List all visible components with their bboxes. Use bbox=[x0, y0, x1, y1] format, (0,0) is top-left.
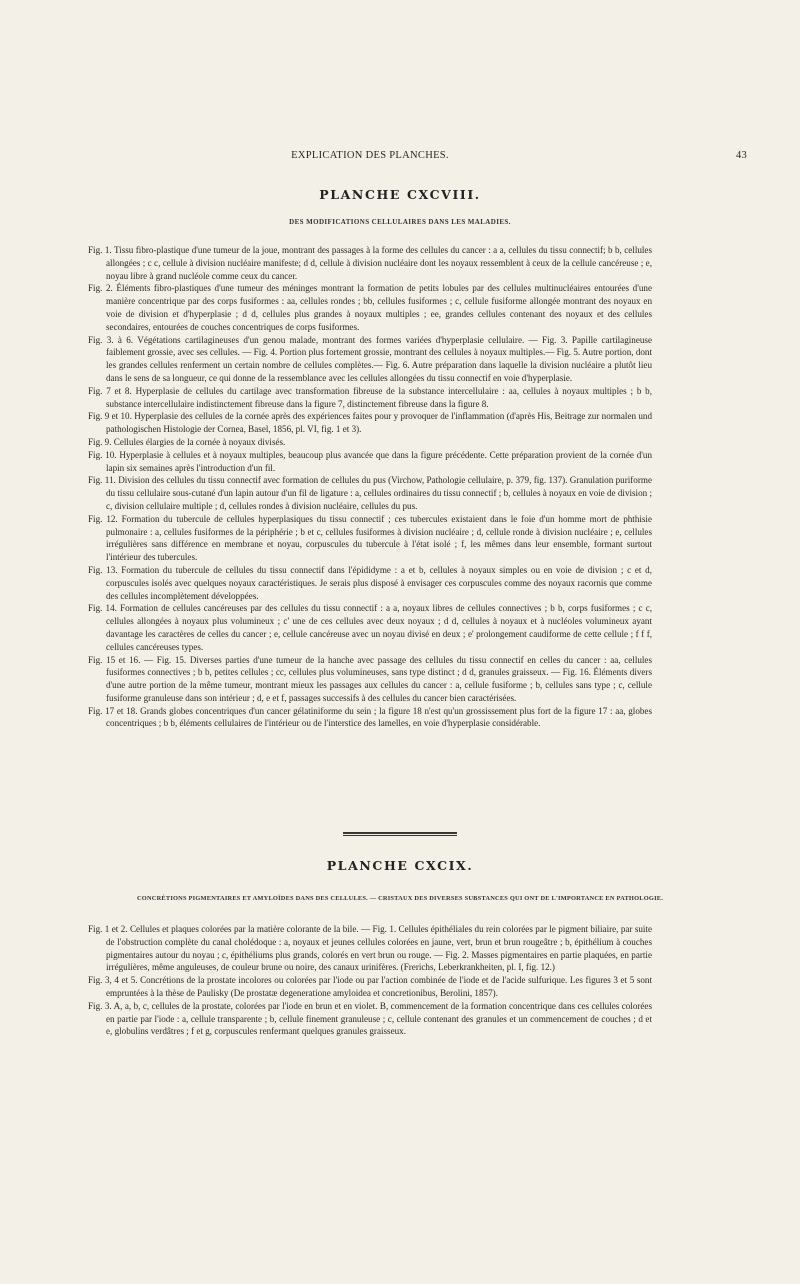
figure-description: Grands globes concentriques d'un cancer gélatiniforme du sein ; la figure 18 n'est qu'un grossissement plus fort de la figure 17 : aa, globes concentriques ; b b, éléments cellulaires de l'intérieur ou de l'interstice des lamelles, en voie d'hyperplasie considérable. bbox=[106, 705, 652, 729]
figure-description: Formation du tubercule de cellules hyperplasiques du tissu connectif ; ces tubercules existaient dans le foie d'un homme mort de phthisie pulmonaire : a, cellules fusiformes de la périphérie ; b et c, cellules fusiformes à division nucléaire ; d, cellule ronde à division nucléaire ; e, cellules irrégulières sans différence en membrane et noyau, corpuscules du tubercule à l'état isolé ; f, les mêmes dans leur ensemble, formant surtout l'intérieur des tubercules. bbox=[106, 513, 652, 563]
figure-label: Fig. 11. bbox=[88, 475, 116, 486]
figure-description: Division des cellules du tissu connectif avec formation de cellules du pus (Virchow, Pathologie cellulaire, p. 379, fig. 137). Granulation puriforme du tissu cellulaire sous-cutané d'un lapin autour d'un fil de ligature : a, cellules ordinaires du tissu connectif ; b, cellules à noyaux en voie de division ; c, division cellulaire multiple ; d, cellules rondes à division nucléaire, cellules du pus. bbox=[106, 475, 652, 511]
figure-description: Hyperplasie de cellules du cartilage avec transformation fibreuse de la substance intercellulaire : aa, cellules à noyaux multiples ; b b, substance intercellulaire indistinctement fibreuse dans la figure 7, distinctement fibreuse dans la figure 8. bbox=[106, 385, 652, 409]
plate-cxcix-heading bbox=[0, 858, 800, 902]
figure-description: Végétations cartilagineuses d'un genou malade, montrant des formes variées d'hyperplasie cellulaire. — Fig. 3. Papille cartilagineuse faiblement grossie, avec ses cellules. — Fig. 4. Portion plus fortement grossie, montrant des cellules à noyaux multiples.— Fig. 5. Autre portion, dont les grandes cellules renferment un certain nombre de cellules complètes.— Fig. 6. Autre préparation dans laquelle la division nucléaire a plutôt lieu dans le sens de sa longueur, ce qui donne de la ressemblance avec les cellules allongées du tissu connectif en voie d'hyperplasie. bbox=[106, 334, 652, 383]
section-divider bbox=[343, 832, 457, 836]
figure-entry bbox=[88, 334, 652, 385]
figure-description: Hyperplasie des cellules de la cornée après des expériences faites pour y provoquer de l'inflammation (d'après His, Beitrage zur normalen und pathologischen Histologie der Cornea, Basel, 1856, pl. VI, fig. 1 et 3). bbox=[106, 411, 652, 435]
figure-description: Formation de cellules cancéreuses par des cellules du tissu connectif : a a, noyaux libres de cellules connectives ; b b, corps fusiformes ; c c, cellules allongées à noyaux plus volumineux ; c' une de ces cellules avec deux noyaux ; d d, cellules à noyaux et à nucléoles volumineux ayant davantage les caractères de celles du cancer ; e, cellule cancéreuse avec un noyau divisé en deux ; e' prolongement caudiforme de cette cellule ; f f f, cellules cancéreuses types. bbox=[106, 603, 653, 652]
figure-description: Tissu fibro-plastique d'une tumeur de la joue, montrant des passages à la forme des cellules du cancer : a a, cellules du tissu connectif; b b, cellules allongées ; c c, cellule à division nucléaire manifeste; d d, cellule à division nucléaire dont les noyaux ressemblent à ceux de la cellule cancéreuse ; e, noyau libre à grand nucléole comme ceux du cancer. bbox=[106, 245, 653, 281]
figure-entry bbox=[88, 923, 652, 974]
figure-description: Cellules élargies de la cornée à noyaux divisés. bbox=[113, 436, 286, 447]
figure-entry bbox=[88, 602, 652, 653]
figure-description: Concrétions de la prostate incolores ou colorées par l'iode ou par l'action combinée de l'iode et de l'acide sulfurique. Les figures 3 et 5 sont empruntées à la thèse de Paulisky (De prostatæ degeneratione amyloidea et concretionibus, Berolini, 1857). bbox=[106, 975, 652, 998]
figure-entry bbox=[88, 654, 652, 705]
figure-entry bbox=[88, 282, 652, 333]
running-head-title: EXPLICATION DES PLANCHES. bbox=[291, 150, 449, 161]
plate-cxcviii-legend bbox=[88, 244, 652, 730]
figure-label: Fig. 1. bbox=[88, 245, 112, 255]
figure-entry bbox=[88, 436, 652, 449]
figure-label: Fig. 12. bbox=[88, 513, 118, 524]
plate-subtitle: DES MODIFICATIONS CELLULAIRES DANS LES MALADIES. bbox=[289, 218, 511, 226]
plate-subtitle: CONCRÉTIONS PIGMENTAIRES ET AMYLOÏDES DANS DES CELLULES. — CRISTAUX DES DIVERSES SUBSTANCES QUI ONT DE L'IMPORTANCE EN PATHOLOGIE. bbox=[136, 895, 664, 902]
figure-label: Fig. 10. bbox=[88, 449, 117, 460]
figure-label: Fig. 17 et 18. bbox=[88, 705, 138, 716]
figure-entry bbox=[88, 513, 652, 564]
figure-entry bbox=[88, 974, 652, 1000]
figure-description: Hyperplasie à cellules et à noyaux multiples, beaucoup plus avancée que dans la figure précédente. Cette préparation provient de la cornée d'un lapin six semaines après l'introduction d'un fil. bbox=[106, 449, 653, 473]
figure-label: Fig. 7 et 8. bbox=[88, 385, 132, 396]
plate-cxcix-legend bbox=[88, 923, 652, 1038]
plate-title: PLANCHE CXCIX. bbox=[326, 858, 474, 873]
figure-label: Fig. 2. bbox=[88, 283, 113, 294]
plate-cxcviii-heading bbox=[0, 187, 800, 226]
page-number: 43 bbox=[736, 150, 748, 161]
plate-title: PLANCHE CXCVIII. bbox=[319, 187, 481, 202]
figure-description: Éléments fibro-plastiques d'une tumeur des méninges montrant la formation de petits lobules par des cellules multinucléaires entourées d'une manière concentrique par des corps fusiformes : aa, cellules rondes ; bb, cellules fusiformes ; c, cellule fusiforme allongée montrant des noyaux en voie de division et d'hyperplasie ; d d, cellules plus grandes à noyaux multiples ; ee, grandes cellules contenant des noyaux et des cellules secondaires, entourées de couches concentriques de corps fusiformes. bbox=[106, 283, 652, 332]
figure-label: Fig. 9. bbox=[88, 436, 112, 447]
figure-entry bbox=[88, 410, 652, 436]
figure-label: Fig. 1 et 2. bbox=[88, 924, 128, 934]
figure-entry bbox=[88, 449, 652, 475]
figure-description: Cellules et plaques colorées par la matière colorante de la bile. — Fig. 1. Cellules épithéliales du rein colorées par le pigment biliaire, par suite de l'obstruction complète du canal cholédoque : a, noyaux et jeunes cellules colorées en jaune, vert, brun et brun rougeâtre ; b, épithélium à couches pigmentaires autour du noyau ; c, épithéliums plus grands, colorés en vert brun ou rouge. — Fig. 2. Masses pigmentaires en partie plaquées, en partie irrégulières, même anguleuses, de couleur brune ou noire, des canaux urinifères. (Frerichs, Leberkrankheiten, pl. I, fig. 12.) bbox=[106, 924, 653, 973]
figure-label: Fig. 3, 4 et 5. bbox=[88, 975, 138, 986]
figure-description: — Fig. 15. Diverses parties d'une tumeur de la hanche avec passage des cellules du tissu connectif en celles du cancer : aa, cellules fusiformes connectives ; b b, petites cellules ; cc, cellules plus volumineuses, sans type distinct ; d d, granules graisseux. — Fig. 16. Éléments divers d'une autre portion de la même tumeur, montrant mieux les passages aux cellules du cancer : a, cellule fusiforme ; b, cellules sans type ; c, cellule fusiforme granuleuse dans son intérieur ; d, e et f, passages successifs à des cellules du cancer bien caractérisées. bbox=[106, 654, 652, 703]
figure-entry bbox=[88, 474, 652, 512]
figure-label: Fig. 13. bbox=[88, 564, 118, 575]
figure-entry bbox=[88, 244, 652, 282]
figure-entry bbox=[88, 564, 652, 602]
figure-entry bbox=[88, 705, 652, 731]
figure-label: Fig. 15 et 16. bbox=[88, 654, 141, 665]
figure-label: Fig. 3. à 6. bbox=[88, 334, 134, 345]
figure-description: Formation du tubercule de cellules du tissu connectif dans l'épididyme : a et b, cellules à noyaux simples ou en voie de division ; c et d, corpuscules isolés avec quelques noyaux caractéristiques. Je serais plus disposé à envisager ces corpuscules comme des noyaux racornis que comme des cellules incomplètement développées. bbox=[106, 564, 652, 601]
figure-entry bbox=[88, 1000, 652, 1038]
figure-description: A, a, b, c, cellules de la prostate, colorées par l'iode en brun et en violet. B, commencement de la formation concentrique dans ces cellules colorées en partie par l'iode : a, cellule transparente ; b, cellule finement granuleuse ; c, cellule contenant des granules et un commencement de couches ; d et e, globulins verdâtres ; f et g, corpuscules renfermant quelques granules graisseux. bbox=[106, 1000, 653, 1037]
figure-label: Fig. 9 et 10. bbox=[88, 411, 132, 422]
figure-entry bbox=[88, 385, 652, 411]
figure-label: Fig. 3. bbox=[88, 1000, 112, 1011]
figure-label: Fig. 14. bbox=[88, 603, 117, 614]
